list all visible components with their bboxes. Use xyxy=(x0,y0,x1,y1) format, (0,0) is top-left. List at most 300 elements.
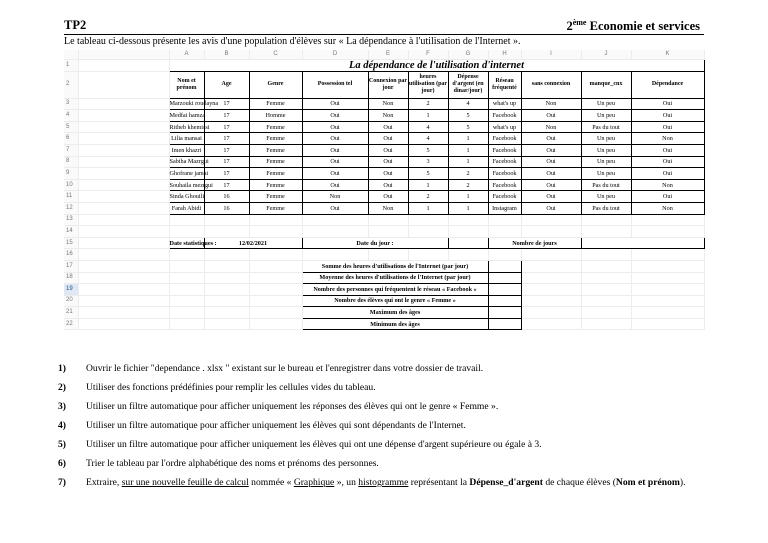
empty-cell xyxy=(169,272,204,284)
blank-cell xyxy=(78,71,169,98)
empty-cell xyxy=(631,214,704,226)
blank-cell xyxy=(78,168,169,180)
data-cell: 1 xyxy=(408,202,448,214)
data-cell: Oui xyxy=(521,156,581,168)
stats-row xyxy=(64,295,704,307)
data-cell: Non xyxy=(631,133,704,145)
stats-label: Minimum des âges xyxy=(302,318,488,330)
data-cell: Facebook xyxy=(488,179,521,191)
data-cell: 4 xyxy=(448,98,488,110)
stats-value xyxy=(488,318,521,330)
row-number: 20 xyxy=(64,295,78,307)
data-cell: 17 xyxy=(204,98,249,110)
empty-cell xyxy=(302,226,368,238)
data-cell: 3 xyxy=(408,156,448,168)
empty-cell xyxy=(204,214,249,226)
column-header: Age xyxy=(204,71,249,98)
tp-label: TP2 xyxy=(64,18,87,32)
question-text: Utiliser des fonctions prédéfinies pour remplir les cellules vides du tableau. xyxy=(86,382,376,393)
column-letter: J xyxy=(581,50,631,60)
empty-cell xyxy=(78,307,169,319)
table-row xyxy=(64,133,704,145)
data-cell: Non xyxy=(521,98,581,110)
empty-cell xyxy=(448,249,488,261)
stats-label: Maximum des âges xyxy=(302,307,488,319)
blank-cell xyxy=(78,133,169,145)
data-cell: Non xyxy=(631,179,704,191)
row-number: 11 xyxy=(64,191,78,203)
data-cell: 1 xyxy=(448,133,488,145)
data-cell: Femme xyxy=(249,121,302,133)
data-cell: Oui xyxy=(631,121,704,133)
row-number: 16 xyxy=(64,249,78,261)
data-cell: Non xyxy=(631,202,704,214)
data-cell: Femme xyxy=(249,191,302,203)
empty-cell xyxy=(78,260,169,272)
question-text: », un xyxy=(334,477,359,488)
empty-cell xyxy=(631,260,704,272)
data-cell: Facebook xyxy=(488,110,521,122)
column-header: Réseau fréquenté xyxy=(488,71,521,98)
data-cell: Un peu xyxy=(581,133,631,145)
empty-cell xyxy=(78,214,169,226)
stats-row xyxy=(64,307,704,319)
stats-row xyxy=(64,272,704,284)
data-cell: Femme xyxy=(249,202,302,214)
column-letter: F xyxy=(408,50,448,60)
data-cell: 17 xyxy=(204,133,249,145)
empty-cell xyxy=(368,249,408,261)
data-cell: 2 xyxy=(448,168,488,180)
empty-cell xyxy=(488,214,521,226)
empty-cell xyxy=(169,307,204,319)
empty-cell xyxy=(204,307,249,319)
class-name: Economie et services xyxy=(586,19,700,34)
data-cell: Non xyxy=(521,121,581,133)
data-cell: Un peu xyxy=(581,168,631,180)
data-cell: Femme xyxy=(249,179,302,191)
date-statistiques-value: 12/02/2021 xyxy=(204,237,302,249)
underlined-text: histogramme xyxy=(358,477,409,488)
question-item xyxy=(58,400,712,413)
row-number: 1 xyxy=(64,60,78,72)
empty-cell xyxy=(521,295,581,307)
data-cell: 17 xyxy=(204,121,249,133)
empty-cell xyxy=(169,295,204,307)
empty-cell xyxy=(408,214,448,226)
empty-cell xyxy=(488,226,521,238)
row-number: 3 xyxy=(64,98,78,110)
data-cell: 5 xyxy=(448,121,488,133)
empty-cell xyxy=(249,318,302,330)
data-cell: Souhaila mezrgui xyxy=(169,179,204,191)
data-cell: Farah Abidi xyxy=(169,202,204,214)
blank-cell xyxy=(78,144,169,156)
data-cell: Facebook xyxy=(488,144,521,156)
empty-cell xyxy=(204,260,249,272)
row-number: 15 xyxy=(64,237,78,249)
data-cell: Oui xyxy=(368,156,408,168)
empty-cell xyxy=(521,226,581,238)
data-cell: 2 xyxy=(448,179,488,191)
data-cell: 2 xyxy=(408,98,448,110)
stats-label: Somme des heures d'utilisations de l'Internet (par jour) xyxy=(302,260,488,272)
data-cell: 16 xyxy=(204,202,249,214)
data-cell: Oui xyxy=(368,168,408,180)
underlined-text: Graphique xyxy=(293,477,335,488)
empty-cell xyxy=(581,249,631,261)
blank-cell xyxy=(78,98,169,110)
question-item xyxy=(58,476,712,489)
data-cell: 17 xyxy=(204,156,249,168)
data-cell: 1 xyxy=(448,191,488,203)
row-number: 4 xyxy=(64,110,78,122)
row-number: 14 xyxy=(64,226,78,238)
empty-cell xyxy=(249,307,302,319)
sheet-title: La dépendance de l'utilisation d'internet xyxy=(169,60,704,72)
stats-label: Nombre des élèves qui ont le genre « Femme » xyxy=(302,295,488,307)
data-cell: Oui xyxy=(368,191,408,203)
stats-value xyxy=(488,284,521,296)
empty-cell xyxy=(169,249,204,261)
row-number: 10 xyxy=(64,179,78,191)
question-text: Utiliser un filtre automatique pour afficher uniquement les élèves qui ont une dépense d'argent supérieure ou égale à 3. xyxy=(86,439,542,450)
empty-cell xyxy=(408,249,448,261)
question-text: nommée « xyxy=(248,477,294,488)
data-cell: Oui xyxy=(521,168,581,180)
bold-text: Nom et prénom xyxy=(615,477,680,488)
empty-cell xyxy=(249,272,302,284)
questions-list xyxy=(58,362,712,495)
data-cell: Femme xyxy=(249,168,302,180)
column-letter: C xyxy=(249,50,302,60)
empty-cell xyxy=(204,226,249,238)
question-item xyxy=(58,362,712,375)
class-label xyxy=(566,18,700,34)
data-cell: Non xyxy=(368,202,408,214)
column-letter: G xyxy=(448,50,488,60)
data-cell: Oui xyxy=(631,156,704,168)
data-cell: Un peu xyxy=(581,98,631,110)
data-cell: Lilia mansai xyxy=(169,133,204,145)
empty-cell xyxy=(581,307,631,319)
class-number: 2 xyxy=(566,19,573,34)
stats-label: Moyenne des heures d'utilisations de l'Internet (par jour) xyxy=(302,272,488,284)
data-cell: Ritheb khemissi xyxy=(169,121,204,133)
table-row xyxy=(64,110,704,122)
empty-cell xyxy=(249,284,302,296)
empty-cell xyxy=(302,249,368,261)
table-row xyxy=(64,121,704,133)
question-number: 4) xyxy=(58,420,66,431)
column-header: Connexion par jour xyxy=(368,71,408,98)
empty-cell xyxy=(631,249,704,261)
data-cell: 5 xyxy=(408,144,448,156)
column-header: Nom et prénom xyxy=(169,71,204,98)
column-header-row xyxy=(64,50,704,60)
blank-cell xyxy=(78,121,169,133)
data-cell: Pas du tout xyxy=(581,202,631,214)
stats-row xyxy=(64,318,704,330)
empty-cell xyxy=(368,214,408,226)
data-cell: Femme xyxy=(249,98,302,110)
empty-cell xyxy=(368,226,408,238)
table-row xyxy=(64,98,704,110)
empty-cell xyxy=(631,318,704,330)
spreadsheet xyxy=(64,50,704,356)
empty-cell xyxy=(249,214,302,226)
data-cell: Femme xyxy=(249,133,302,145)
data-cell: Oui xyxy=(368,121,408,133)
bold-text: Dépense_d'argent xyxy=(469,477,543,488)
date-du-jour-value xyxy=(448,237,488,249)
blank-cell xyxy=(78,156,169,168)
data-cell: Non xyxy=(368,98,408,110)
question-number: 1) xyxy=(58,363,66,374)
blank-cell xyxy=(78,179,169,191)
data-cell: Oui xyxy=(302,179,368,191)
data-cell: 17 xyxy=(204,144,249,156)
empty-cell xyxy=(78,226,169,238)
empty-cell xyxy=(521,272,581,284)
data-cell: Oui xyxy=(631,144,704,156)
row-number: 13 xyxy=(64,214,78,226)
data-cell: 1 xyxy=(448,156,488,168)
data-cell: Oui xyxy=(302,133,368,145)
nombre-de-jours-value xyxy=(581,237,704,249)
question-text: représentant la xyxy=(408,477,470,488)
question-text: Trier le tableau par l'ordre alphabétique des noms et prénoms des personnes. xyxy=(86,458,379,469)
empty-cell xyxy=(204,318,249,330)
data-cell: Facebook xyxy=(488,133,521,145)
stats-value xyxy=(488,272,521,284)
stats-value xyxy=(488,307,521,319)
row-number: 9 xyxy=(64,168,78,180)
data-cell: Oui xyxy=(368,133,408,145)
stats-label: Nombre des personnes qui fréquentent le réseau « Facebook » xyxy=(302,284,488,296)
data-cell: 1 xyxy=(408,110,448,122)
table-row xyxy=(64,168,704,180)
empty-cell xyxy=(631,295,704,307)
data-cell: 5 xyxy=(448,110,488,122)
data-cell: 4 xyxy=(408,133,448,145)
question-text: Extraire, xyxy=(86,477,122,488)
empty-cell xyxy=(169,214,204,226)
empty-cell xyxy=(204,295,249,307)
stats-row xyxy=(64,284,704,296)
table-row xyxy=(64,156,704,168)
empty-cell xyxy=(631,272,704,284)
empty-cell xyxy=(448,214,488,226)
data-cell: Femme xyxy=(249,156,302,168)
row-number: 17 xyxy=(64,260,78,272)
column-letter: A xyxy=(169,50,204,60)
data-cell: Non xyxy=(302,191,368,203)
column-header: sans connexion xyxy=(521,71,581,98)
empty-row xyxy=(64,214,704,226)
column-header: Genre xyxy=(249,71,302,98)
question-text: Utiliser un filtre automatique pour afficher uniquement les élèves qui sont dépendants de l'Internet. xyxy=(86,420,466,431)
data-cell: Marzouki roudayna xyxy=(169,98,204,110)
empty-cell xyxy=(521,260,581,272)
row-number: 19 xyxy=(64,284,78,296)
column-letter: B xyxy=(204,50,249,60)
empty-cell xyxy=(249,295,302,307)
empty-cell xyxy=(521,284,581,296)
question-text: ). xyxy=(679,477,686,488)
question-item xyxy=(58,381,712,394)
empty-cell xyxy=(631,284,704,296)
blank-cell xyxy=(78,202,169,214)
data-cell: Instagram xyxy=(488,202,521,214)
empty-cell xyxy=(204,284,249,296)
empty-cell xyxy=(78,249,169,261)
data-cell: Oui xyxy=(521,202,581,214)
question-item xyxy=(58,419,712,432)
data-cell: Oui xyxy=(302,121,368,133)
data-cell: Oui xyxy=(631,98,704,110)
empty-cell xyxy=(581,318,631,330)
empty-cell xyxy=(581,226,631,238)
blank-cell xyxy=(78,60,169,72)
row-number: 6 xyxy=(64,133,78,145)
stats-value xyxy=(488,260,521,272)
nombre-de-jours-label: Nombre de jours xyxy=(488,237,581,249)
empty-cell xyxy=(448,226,488,238)
data-cell: Pas du tout xyxy=(581,179,631,191)
data-cell: Pas du tout xyxy=(581,121,631,133)
row-number: 8 xyxy=(64,156,78,168)
data-cell: Oui xyxy=(631,191,704,203)
column-letter: I xyxy=(521,50,581,60)
data-cell: Un peu xyxy=(581,191,631,203)
empty-cell xyxy=(521,307,581,319)
data-cell: Facebook xyxy=(488,191,521,203)
question-number: 3) xyxy=(58,401,66,412)
empty-row xyxy=(64,249,704,261)
column-letter: K xyxy=(631,50,704,60)
data-cell: Oui xyxy=(631,110,704,122)
data-cell: Oui xyxy=(302,110,368,122)
data-cell: Femme xyxy=(249,144,302,156)
data-cell: Oui xyxy=(302,156,368,168)
data-cell: 4 xyxy=(408,121,448,133)
question-number: 5) xyxy=(58,439,66,450)
row-number: 22 xyxy=(64,318,78,330)
question-text: Ouvrir le fichier "dependance . xlsx " existant sur le bureau et l'enregistrer dans votre dossier de travail. xyxy=(86,363,484,374)
data-cell: Facebook xyxy=(488,156,521,168)
data-cell: Un peu xyxy=(581,110,631,122)
data-cell: Medfai hamza xyxy=(169,110,204,122)
data-cell: Sabiha Mazrgui xyxy=(169,156,204,168)
empty-cell xyxy=(78,272,169,284)
dates-row xyxy=(64,237,704,249)
data-cell: 2 xyxy=(408,191,448,203)
question-number: 6) xyxy=(58,458,66,469)
intro-text: Le tableau ci-dessous présente les avis d'une population d'élèves sur « La dépendance à l'utilisation de l'Internet ». xyxy=(64,34,704,47)
empty-cell xyxy=(204,249,249,261)
column-letter: E xyxy=(368,50,408,60)
data-cell: Oui xyxy=(521,110,581,122)
empty-cell xyxy=(581,284,631,296)
blank-cell xyxy=(78,110,169,122)
data-cell: 17 xyxy=(204,168,249,180)
date-du-jour-label: Date du jour : xyxy=(302,237,448,249)
header-row xyxy=(64,71,704,98)
empty-cell xyxy=(249,260,302,272)
row-number: 2 xyxy=(64,71,78,98)
empty-cell xyxy=(631,226,704,238)
column-header: Possession tel xyxy=(302,71,368,98)
empty-cell xyxy=(249,226,302,238)
empty-cell xyxy=(78,295,169,307)
question-number: 7) xyxy=(58,477,66,488)
data-cell: Sinda Ghouili xyxy=(169,191,204,203)
row-number: 21 xyxy=(64,307,78,319)
empty-cell xyxy=(521,249,581,261)
empty-cell xyxy=(581,260,631,272)
stats-value xyxy=(488,295,521,307)
blank-cell xyxy=(78,237,169,249)
blank-cell xyxy=(78,191,169,203)
corner-cell xyxy=(64,50,78,60)
row-number: 7 xyxy=(64,144,78,156)
blank-column-header xyxy=(78,50,169,60)
data-cell: Oui xyxy=(521,179,581,191)
table-row xyxy=(64,202,704,214)
data-cell: 1 xyxy=(448,144,488,156)
row-number: 12 xyxy=(64,202,78,214)
column-header: Dépense d'argent (en dinar/jour) xyxy=(448,71,488,98)
row-number: 5 xyxy=(64,121,78,133)
empty-cell xyxy=(581,295,631,307)
table-row xyxy=(64,191,704,203)
table-row xyxy=(64,144,704,156)
empty-cell xyxy=(169,226,204,238)
spreadsheet-grid xyxy=(64,50,705,330)
data-cell: Non xyxy=(368,110,408,122)
data-cell: Oui xyxy=(302,168,368,180)
data-cell: Oui xyxy=(302,144,368,156)
empty-cell xyxy=(249,249,302,261)
empty-cell xyxy=(302,214,368,226)
table-row xyxy=(64,179,704,191)
data-cell: 17 xyxy=(204,110,249,122)
data-cell: Imen khazri xyxy=(169,144,204,156)
data-cell: Oui xyxy=(302,202,368,214)
empty-cell xyxy=(169,284,204,296)
empty-row xyxy=(64,226,704,238)
empty-cell xyxy=(488,249,521,261)
data-cell: Ghofrane jamai xyxy=(169,168,204,180)
data-cell: Facebook xyxy=(488,168,521,180)
data-cell: Oui xyxy=(631,168,704,180)
empty-cell xyxy=(78,318,169,330)
data-cell: Oui xyxy=(521,133,581,145)
title-row xyxy=(64,60,704,72)
data-cell: 17 xyxy=(204,179,249,191)
page-header xyxy=(64,18,700,34)
column-header: heures utilisation (par jour) xyxy=(408,71,448,98)
column-letter: H xyxy=(488,50,521,60)
stats-row xyxy=(64,260,704,272)
column-header: manque_cnx xyxy=(581,71,631,98)
column-header: Dépendance xyxy=(631,71,704,98)
data-cell: 1 xyxy=(448,202,488,214)
empty-cell xyxy=(169,260,204,272)
data-cell: Un peu xyxy=(581,144,631,156)
empty-cell xyxy=(204,272,249,284)
